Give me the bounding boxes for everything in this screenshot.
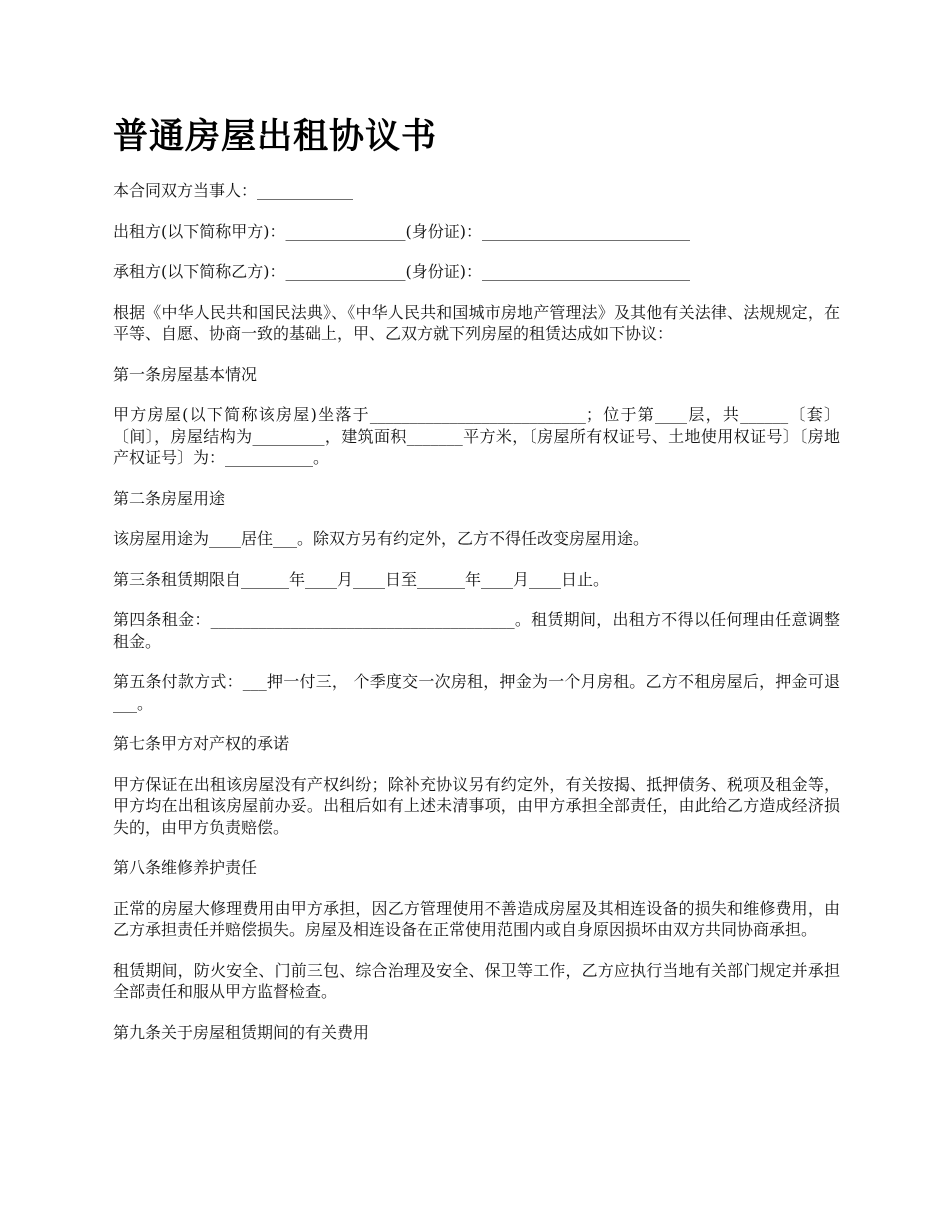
article-1-body: 甲方房屋(以下简称该房屋)坐落于___________________________；位于第____层，共______〔套〕〔间〕，房屋结构为_________，建筑面积_______平方米，〔房屋所有权证号、土地使用权证号〕〔房地产权证号〕为：___________。 bbox=[113, 405, 840, 467]
article-2-heading: 第二条房屋用途 bbox=[113, 488, 226, 508]
article-9-heading: 第九条关于房屋租赁期间的有关费用 bbox=[113, 1022, 370, 1042]
document-title: 普通房屋出租协议书 bbox=[113, 116, 438, 157]
article-7-heading: 第七条甲方对产权的承诺 bbox=[113, 734, 290, 753]
parties-intro: 本合同双方当事人：____________ bbox=[113, 181, 354, 200]
article-1-heading: 第一条房屋基本情况 bbox=[113, 364, 258, 384]
article-8-heading: 第八条维修养护责任 bbox=[113, 858, 258, 877]
article-5-payment: 第五条付款方式：___押一付三， 个季度交一次房租，押金为一个月房租。乙方不租房屋后，押金可退___。 bbox=[113, 672, 840, 713]
article-8-safety-paragraph: 租赁期间，防火安全、门前三包、综合治理及安全、保卫等工作，乙方应执行当地有关部门规定并承担全部责任和服从甲方监督检查。 bbox=[113, 960, 840, 1001]
lessee-line: 承租方(以下简称乙方)：_______________(身份证)：__________________________ bbox=[113, 262, 690, 281]
article-3-lease-term: 第三条租赁期限自______年____月____日至______年____月____日止。 bbox=[113, 569, 610, 589]
article-4-rent: 第四条租金：______________________________________。租赁期间，出租方不得以任何理由任意调整租金。 bbox=[113, 610, 840, 651]
legal-basis-paragraph: 根据《中华人民共和国民法典》、《中华人民共和国城市房地产管理法》及其他有关法律、法规规定，在平等、自愿、协商一致的基础上，甲、乙双方就下列房屋的租赁达成如下协议： bbox=[113, 302, 840, 343]
document-body bbox=[113, 180, 840, 1062]
article-2-body: 该房屋用途为____居住___。除双方另有约定外，乙方不得任改变房屋用途。 bbox=[113, 529, 650, 548]
lessor-line: 出租方(以下简称甲方)：_______________(身份证)：__________________________ bbox=[113, 221, 690, 241]
article-8-body: 正常的房屋大修理费用由甲方承担，因乙方管理使用不善造成房屋及其相连设备的损失和维修费用，由乙方承担责任并赔偿损失。房屋及相连设备在正常使用范围内或自身原因损坏由双方共同协商承担。 bbox=[113, 898, 840, 939]
article-7-body: 甲方保证在出租该房屋没有产权纠纷；除补充协议另有约定外，有关按揭、抵押债务、税项及租金等，甲方均在出租该房屋前办妥。出租后如有上述未清事项，由甲方承担全部责任，由此给乙方造成经济损失的，由甲方负责赔偿。 bbox=[113, 774, 840, 837]
